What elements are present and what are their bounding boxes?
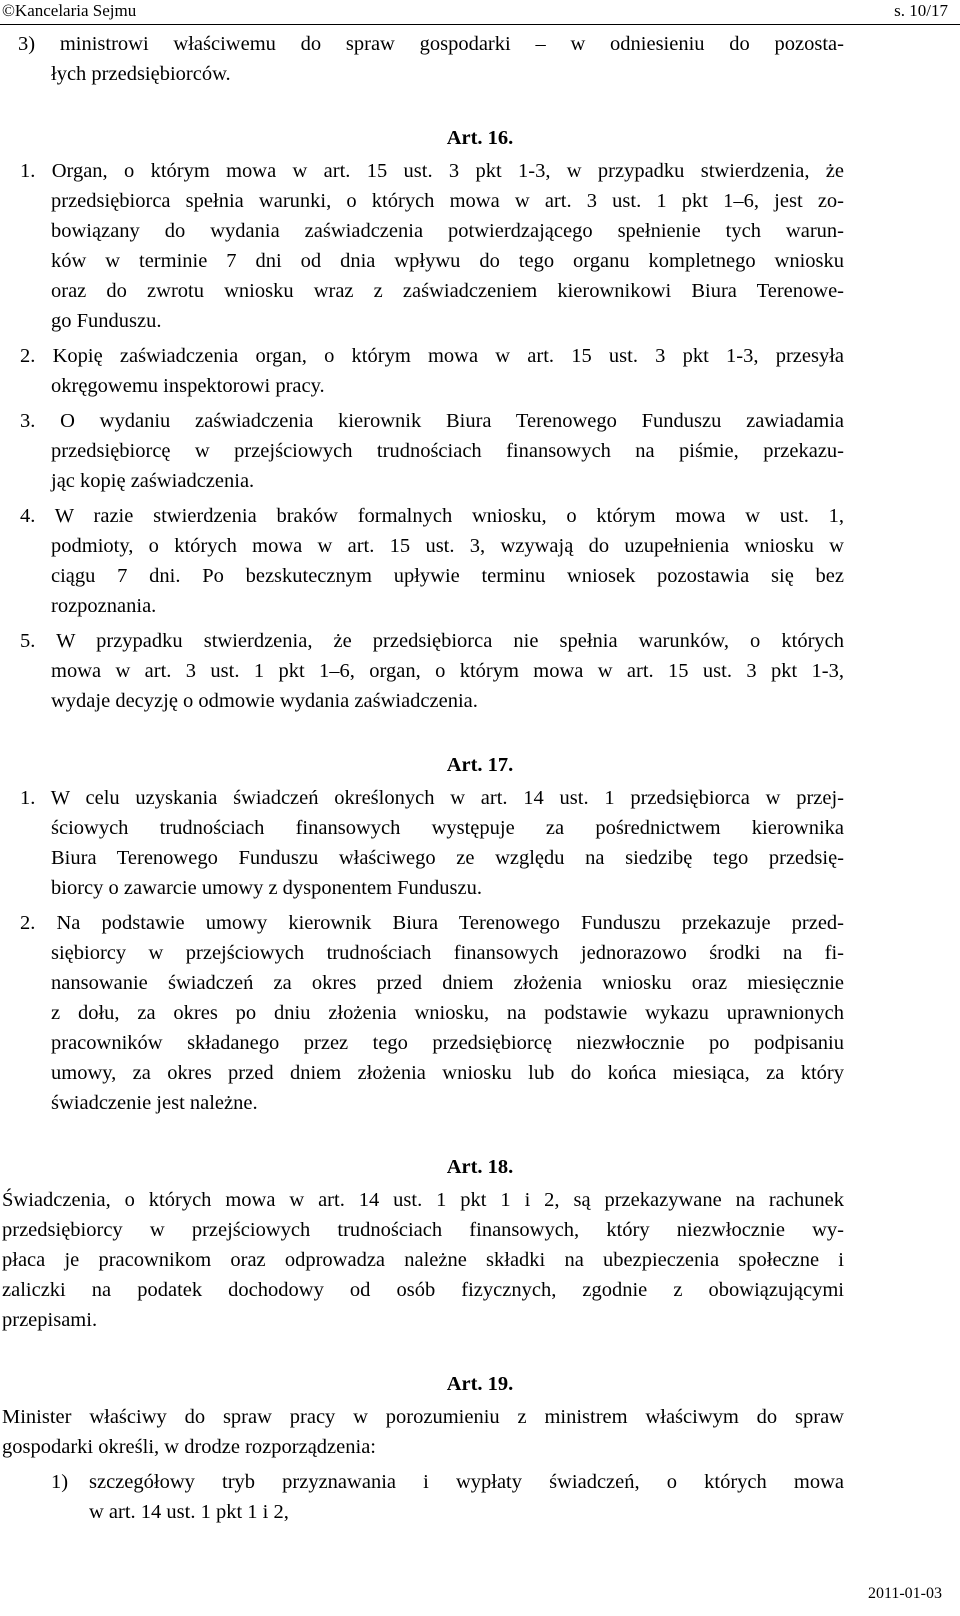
text-line: Biura Terenowego Funduszu właściwego ze względu na siedzibę tego przedsię- — [51, 847, 844, 869]
art19-heading: Art. 19. — [446, 1373, 514, 1395]
text-line: 1. Organ, o którym mowa w art. 15 ust. 3 pkt 1-3, w przypadku stwierdzenia, że — [20, 160, 844, 182]
intro-line-2: łych przedsiębiorców. — [51, 63, 231, 85]
text-line: 5. W przypadku stwierdzenia, że przedsiębiorca nie spełnia warunków, o których — [20, 630, 844, 652]
text-line: okręgowemu inspektorowi pracy. — [51, 375, 325, 397]
text-line: siębiorcy w przejściowych trudnościach finansowych jednorazowo środki na fi- — [51, 942, 844, 964]
footer-date: 2011-01-03 — [867, 1585, 942, 1602]
text-line: bowiązany do wydania zaświadczenia potwierdzającego spełnienie tych warun- — [51, 220, 844, 242]
text-line: nansowanie świadczeń za okres przed dniem złożenia wniosku oraz miesięcznie — [51, 972, 844, 994]
text-line: przedsiębiorcy w przejściowych trudnościach finansowych, który niezwłocznie wy- — [2, 1219, 844, 1241]
text-line: jąc kopię zaświadczenia. — [51, 470, 255, 492]
text-line: świadczenie jest należne. — [51, 1092, 258, 1114]
text-line: Świadczenia, o których mowa w art. 14 ust. 1 pkt 1 i 2, są przekazywane na rachunek — [2, 1189, 844, 1211]
text-line: 2. Na podstawie umowy kierownik Biura Terenowego Funduszu przekazuje przed- — [20, 912, 844, 934]
text-line: przedsiębiorcę w przejściowych trudnościach finansowych na piśmie, przekazu- — [51, 440, 844, 462]
text-line: w art. 14 ust. 1 pkt 1 i 2, — [89, 1501, 289, 1523]
text-line: ciągu 7 dni. Po bezskutecznym upływie terminu wniosek pozostawia się bez — [51, 565, 844, 587]
text-line: biorcy o zawarcie umowy z dysponentem Funduszu. — [51, 877, 482, 899]
list-number: 1) — [51, 1471, 69, 1493]
text-line: zaliczki na podatek dochodowy od osób fizycznych, zgodnie z obowiązującymi — [2, 1279, 844, 1301]
copyright-label: ©Kancelaria Sejmu — [2, 1, 137, 20]
text-line: Minister właściwy do spraw pracy w porozumieniu z ministrem właściwym do spraw — [2, 1406, 844, 1428]
text-line: 1. W celu uzyskania świadczeń określonych w art. 14 ust. 1 przedsiębiorca w przej- — [20, 787, 844, 809]
text-line: umowy, za okres przed dniem złożenia wniosku lub do końca miesiąca, za który — [51, 1062, 844, 1084]
text-line: gospodarki określi, w drodze rozporządzenia: — [2, 1436, 376, 1458]
text-line: szczegółowy tryb przyznawania i wypłaty świadczeń, o których mowa — [89, 1471, 844, 1493]
text-line: wydaje decyzję o odmowie wydania zaświadczenia. — [51, 690, 478, 712]
header-rule — [0, 24, 960, 25]
text-line: przepisami. — [2, 1309, 98, 1331]
text-line: rozpoznania. — [51, 595, 157, 617]
text-line: ków w terminie 7 dni od dnia wpływu do tego organu kompletnego wniosku — [51, 250, 844, 272]
text-line: podmioty, o których mowa w art. 15 ust. 3, wzywają do uzupełnienia wniosku w — [51, 535, 844, 557]
text-line: 2. Kopię zaświadczenia organ, o którym mowa w art. 15 ust. 3 pkt 1-3, przesyła — [20, 345, 844, 367]
art18-heading: Art. 18. — [446, 1156, 514, 1178]
text-line: ściowych trudnościach finansowych występuje za pośrednictwem kierownika — [51, 817, 844, 839]
art16-heading: Art. 16. — [446, 127, 514, 149]
text-line: 4. W razie stwierdzenia braków formalnych wniosku, o którym mowa w ust. 1, — [20, 505, 844, 527]
text-line: oraz do zwrotu wniosku wraz z zaświadczeniem kierownikowi Biura Terenowe- — [51, 280, 844, 302]
text-line: z dołu, za okres po dniu złożenia wniosku, na podstawie wykazu uprawnionych — [51, 1002, 844, 1024]
text-line: przedsiębiorca spełnia warunki, o których mowa w art. 3 ust. 1 pkt 1–6, jest zo- — [51, 190, 844, 212]
text-line: płaca je pracownikom oraz odprowadza należne składki na ubezpieczenia społeczne i — [2, 1249, 844, 1271]
intro-line-1: 3) ministrowi właściwemu do spraw gospodarki – w odniesieniu do pozosta- — [18, 33, 844, 55]
art17-heading: Art. 17. — [446, 754, 514, 776]
page-number: s. 10/17 — [894, 1, 948, 20]
text-line: mowa w art. 3 ust. 1 pkt 1–6, organ, o którym mowa w art. 15 ust. 3 pkt 1-3, — [51, 660, 844, 682]
text-line: 3. O wydaniu zaświadczenia kierownik Biura Terenowego Funduszu zawiadamia — [20, 410, 844, 432]
text-line: pracowników składanego przez tego przedsiębiorcę niezwłocznie po podpisaniu — [51, 1032, 844, 1054]
text-line: go Funduszu. — [51, 310, 162, 332]
